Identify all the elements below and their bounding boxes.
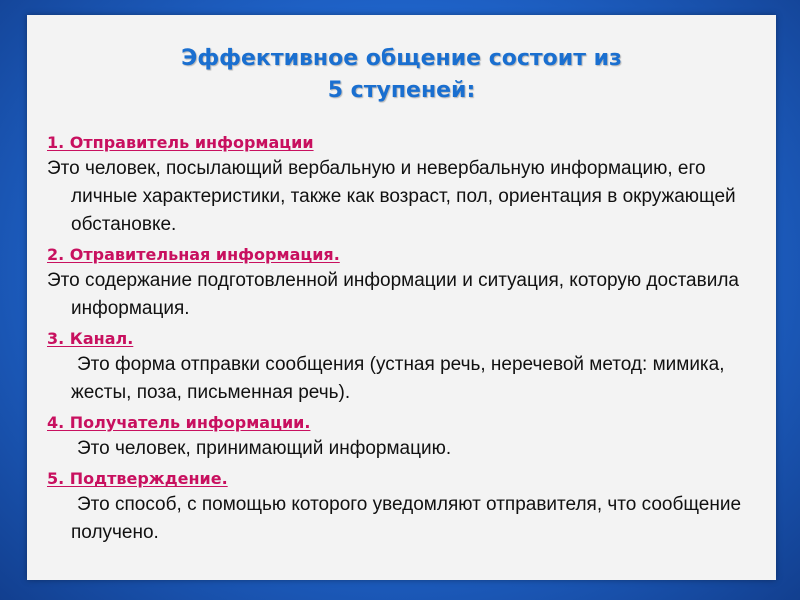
step-3-heading: 3. Канал. — [47, 329, 134, 348]
step-3 — [47, 327, 762, 407]
step-1-text: Это человек, посылающий вербальную и невербальную информацию, его личные характеристики, также как возраст, пол, ориентация в окружающей обстановке. — [47, 158, 736, 235]
step-4-text: Это человек, принимающий информацию. — [77, 438, 452, 459]
steps-list — [47, 131, 762, 551]
step-5-text: Это способ, с помощью которого уведомляют отправителя, что сообщение получено. — [71, 494, 742, 543]
step-4-heading: 4. Получатель информации. — [47, 413, 311, 432]
slide-title — [27, 43, 776, 107]
slide-panel — [27, 15, 776, 580]
slide-title-line-2: 5 ступеней: — [327, 78, 476, 103]
step-2-heading: 2. Отравительная информация. — [47, 245, 340, 264]
step-1-heading: 1. Отправитель информации — [47, 133, 314, 152]
slide-title-line-1: Эффективное общение состоит из — [181, 46, 622, 71]
step-5 — [47, 467, 762, 547]
step-4 — [47, 411, 762, 463]
step-2-text: Это содержание подготовленной информации и ситуация, которую доставила информация. — [47, 270, 739, 319]
step-5-heading: 5. Подтверждение. — [47, 469, 228, 488]
step-1 — [47, 131, 762, 239]
step-3-text: Это форма отправки сообщения (устная речь, неречевой метод: мимика, жесты, поза, письменная речь). — [71, 354, 725, 403]
step-2 — [47, 243, 762, 323]
